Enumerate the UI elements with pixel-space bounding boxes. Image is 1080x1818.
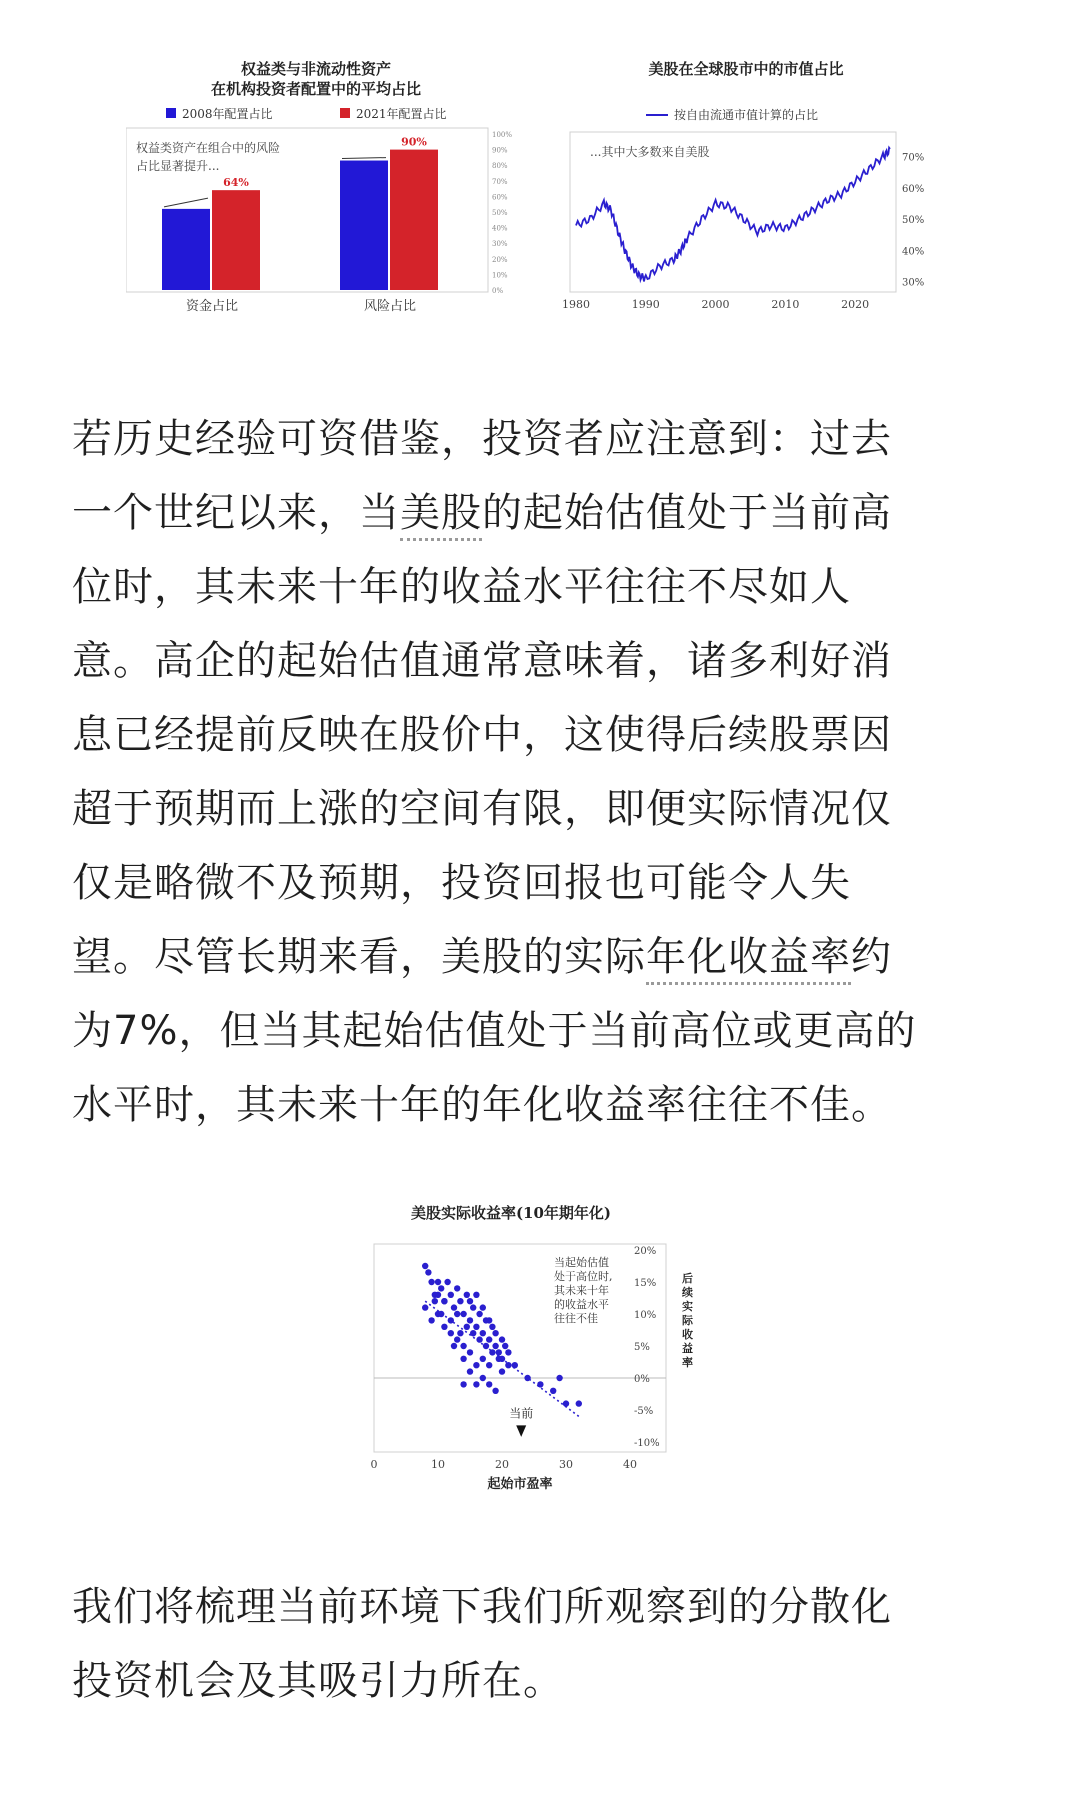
bar-2021-2 (390, 150, 438, 290)
p1-line2-c: 的起始估值处于当前高 (482, 490, 892, 536)
p2-line2: 投资机会及其吸引力所在。 (72, 1658, 564, 1704)
y-tick-label: 20% (634, 1246, 657, 1257)
scatter-point (563, 1400, 569, 1406)
scatter-point (473, 1381, 479, 1387)
y-axis-label-char: 续 (682, 1286, 693, 1299)
scatter-annotation-line: 其未来十年 (554, 1284, 609, 1297)
scatter-point (486, 1362, 492, 1368)
scatter-point (454, 1311, 460, 1317)
chart3-plot-frame (374, 1244, 666, 1452)
y-tick-label: 10% (634, 1310, 657, 1321)
scatter-point (489, 1349, 495, 1355)
x-tick-label: 2000 (701, 298, 730, 311)
p1-line5: 息已经提前反映在股价中，这使得后续股票因 (72, 712, 892, 758)
scatter-point (473, 1292, 479, 1298)
chart1-title-line1: 权益类与非流动性资产 (240, 60, 392, 78)
scatter-point (451, 1304, 457, 1310)
scatter-point (422, 1263, 428, 1269)
category-label: 风险占比 (363, 299, 417, 314)
scatter-point (422, 1304, 428, 1310)
y-tick-label: 30% (492, 240, 508, 249)
scatter-point (524, 1375, 530, 1381)
y-axis-label-char: 际 (682, 1314, 693, 1327)
y-tick-label: 15% (634, 1278, 657, 1289)
p1-line10: 水平时，其未来十年的年化收益率往往不佳。 (72, 1082, 892, 1128)
allocation-bar-chart-svg (126, 52, 526, 322)
scatter-point (502, 1343, 508, 1349)
p1-line2 (72, 476, 1022, 550)
bar-growth-connector (342, 158, 386, 159)
scatter-point (480, 1375, 486, 1381)
p1-line4: 意。高企的起始估值通常意味着，诸多利好消 (72, 638, 892, 684)
bar-2008-1 (162, 209, 210, 290)
x-tick-label: 10 (431, 1458, 445, 1471)
us-stocks-glossary-link[interactable]: 美股 (400, 490, 482, 541)
scatter-point (460, 1356, 466, 1362)
chart2-title: 美股在全球股市中的市值占比 (648, 60, 844, 78)
scatter-point (448, 1330, 454, 1336)
p1-line7: 仅是略微不及预期，投资回报也可能令人失 (72, 860, 851, 906)
us-market-share-line-chart-svg (556, 52, 936, 322)
scatter-point (464, 1292, 470, 1298)
y-tick-label: -10% (634, 1438, 660, 1449)
scatter-point (470, 1304, 476, 1310)
scatter-annotation-line: 往往不佳 (554, 1312, 598, 1325)
valuation-return-scatter-chart-svg (356, 1196, 736, 1496)
y-tick-label: 20% (492, 255, 508, 264)
scatter-point (460, 1381, 466, 1387)
scatter-point (435, 1292, 441, 1298)
scatter-annotation-line: 的收益水平 (554, 1298, 609, 1311)
bar-2021-1 (212, 190, 260, 290)
y-axis-label-char: 收 (682, 1328, 693, 1341)
scatter-point (537, 1381, 543, 1387)
y-axis-label-char: 实 (682, 1300, 693, 1313)
scatter-point (492, 1343, 498, 1349)
scatter-point (556, 1375, 562, 1381)
scatter-point (451, 1343, 457, 1349)
scatter-point (486, 1336, 492, 1342)
scatter-point (441, 1298, 447, 1304)
y-tick-label: 30% (902, 277, 925, 289)
x-tick-label: 2020 (841, 298, 870, 311)
p1-line3: 位时，其未来十年的收益水平往往不尽如人 (72, 564, 851, 610)
scatter-point (467, 1317, 473, 1323)
scatter-point (496, 1349, 502, 1355)
x-tick-label: 20 (495, 1458, 509, 1471)
scatter-point (499, 1368, 505, 1374)
bar-data-label: 90% (401, 135, 427, 149)
p2-line1: 我们将梳理当前环境下我们所观察到的分散化 (72, 1584, 892, 1630)
scatter-point (499, 1336, 505, 1342)
scatter-point (448, 1292, 454, 1298)
legend-2008-swatch (166, 108, 176, 118)
scatter-point (460, 1343, 466, 1349)
scatter-point (576, 1400, 582, 1406)
x-tick-label: 1990 (631, 298, 660, 311)
y-axis-label-char: 率 (682, 1356, 693, 1369)
p1-line2-a: 一个世纪以来，当 (72, 490, 400, 536)
p1-line8-a: 望。尽管长期来看，美股的实际 (72, 934, 646, 980)
y-tick-label: 100% (492, 131, 513, 139)
y-axis-label-char: 益 (682, 1342, 693, 1355)
y-tick-label: 40% (492, 224, 508, 233)
x-tick-label: 0 (370, 1458, 378, 1471)
us-market-share-line-chart (556, 52, 936, 322)
y-tick-label: 80% (492, 162, 508, 171)
scatter-point (476, 1336, 482, 1342)
scatter-point (457, 1298, 463, 1304)
category-label: 资金占比 (185, 299, 239, 314)
scatter-point (432, 1298, 438, 1304)
annualized-return-glossary-link[interactable]: 年化收益率 (646, 934, 851, 985)
scatter-point (492, 1388, 498, 1394)
y-tick-label: 5% (634, 1342, 650, 1353)
y-tick-label: 60% (492, 193, 508, 202)
x-tick-label: 40 (623, 1458, 637, 1471)
legend-2021-swatch (340, 108, 350, 118)
p1-line9: 为7%，但当其起始估值处于当前高位或更高的 (72, 1008, 917, 1054)
scatter-point (473, 1324, 479, 1330)
scatter-point (438, 1311, 444, 1317)
x-tick-label: 1980 (562, 298, 590, 311)
chart2-annotation: ...其中大多数来自美股 (590, 145, 710, 159)
main-paragraph (72, 402, 1022, 1142)
scatter-point (441, 1324, 447, 1330)
scatter-point (460, 1311, 466, 1317)
scatter-point (425, 1269, 431, 1275)
p1-line6: 超于预期而上涨的空间有限，即便实际情况仅 (72, 786, 892, 832)
y-tick-label: 40% (902, 246, 925, 258)
y-tick-label: 10% (492, 271, 508, 280)
scatter-point (444, 1279, 450, 1285)
legend-2008-label: 2008年配置占比 (182, 107, 273, 121)
scatter-point (470, 1330, 476, 1336)
y-tick-label: 50% (492, 209, 508, 217)
scatter-point (467, 1349, 473, 1355)
scatter-point (496, 1356, 502, 1362)
y-tick-label: 0% (492, 287, 504, 295)
p1-line1: 若历史经验可资借鉴，投资者应注意到：过去 (72, 416, 892, 462)
chart3-xlabel: 起始市盈率 (487, 1477, 553, 1492)
p1-line8-c: 约 (851, 934, 892, 980)
scatter-point (486, 1381, 492, 1387)
scatter-point (454, 1285, 460, 1291)
x-tick-label: 2010 (771, 298, 800, 311)
scatter-point (480, 1304, 486, 1310)
y-tick-label: -5% (634, 1406, 654, 1417)
current-valuation-label: 当前 (509, 1406, 534, 1421)
chart1-title-line2: 在机构投资者配置中的平均占比 (210, 80, 422, 98)
bar-data-label: 64% (223, 176, 249, 190)
scatter-point (435, 1279, 441, 1285)
y-tick-label: 50% (902, 215, 925, 227)
y-tick-label: 90% (492, 146, 508, 155)
bar-growth-connector (164, 198, 208, 207)
scatter-point (512, 1362, 518, 1368)
allocation-bar-chart (126, 52, 526, 322)
bar-2008-2 (340, 161, 388, 290)
scatter-point (438, 1285, 444, 1291)
y-tick-label: 70% (902, 152, 925, 164)
scatter-point (467, 1298, 473, 1304)
scatter-point (483, 1343, 489, 1349)
scatter-point (457, 1330, 463, 1336)
y-tick-label: 0% (634, 1374, 650, 1385)
scatter-point (428, 1279, 434, 1285)
scatter-point (467, 1368, 473, 1374)
chart1-annotation-line1: 权益类资产在组合中的风险 (136, 141, 281, 155)
scatter-point (454, 1336, 460, 1342)
scatter-annotation-line: 处于高位时, (554, 1270, 613, 1283)
scatter-point (448, 1317, 454, 1323)
chart2-legend-label: 按自由流通市值计算的占比 (674, 108, 819, 122)
scatter-point (473, 1362, 479, 1368)
scatter-point (480, 1330, 486, 1336)
scatter-point (464, 1324, 470, 1330)
y-axis-label-char: 后 (682, 1272, 693, 1285)
scatter-point (480, 1356, 486, 1362)
p1-line8 (72, 920, 1022, 994)
chart2-series-line (576, 148, 890, 282)
y-tick-label: 60% (902, 183, 925, 195)
x-tick-label: 30 (559, 1458, 573, 1471)
legend-2021-label: 2021年配置占比 (356, 107, 447, 121)
scatter-point (492, 1330, 498, 1336)
chart3-title: 美股实际收益率(10年期年化) (410, 1204, 612, 1222)
scatter-point (550, 1388, 556, 1394)
y-tick-label: 70% (492, 177, 508, 186)
scatter-annotation-line: 当起始估值 (554, 1256, 609, 1269)
scatter-point (476, 1311, 482, 1317)
scatter-point (486, 1317, 492, 1323)
y-axis-label (682, 1271, 694, 1369)
chart1-annotation-line2: 占比显著提升... (136, 159, 220, 173)
scatter-point (489, 1324, 495, 1330)
closing-paragraph (72, 1570, 1022, 1718)
scatter-point (505, 1362, 511, 1368)
scatter-point (428, 1317, 434, 1323)
valuation-return-scatter-chart (356, 1196, 736, 1496)
current-valuation-arrow-icon (516, 1425, 526, 1437)
scatter-point (505, 1349, 511, 1355)
